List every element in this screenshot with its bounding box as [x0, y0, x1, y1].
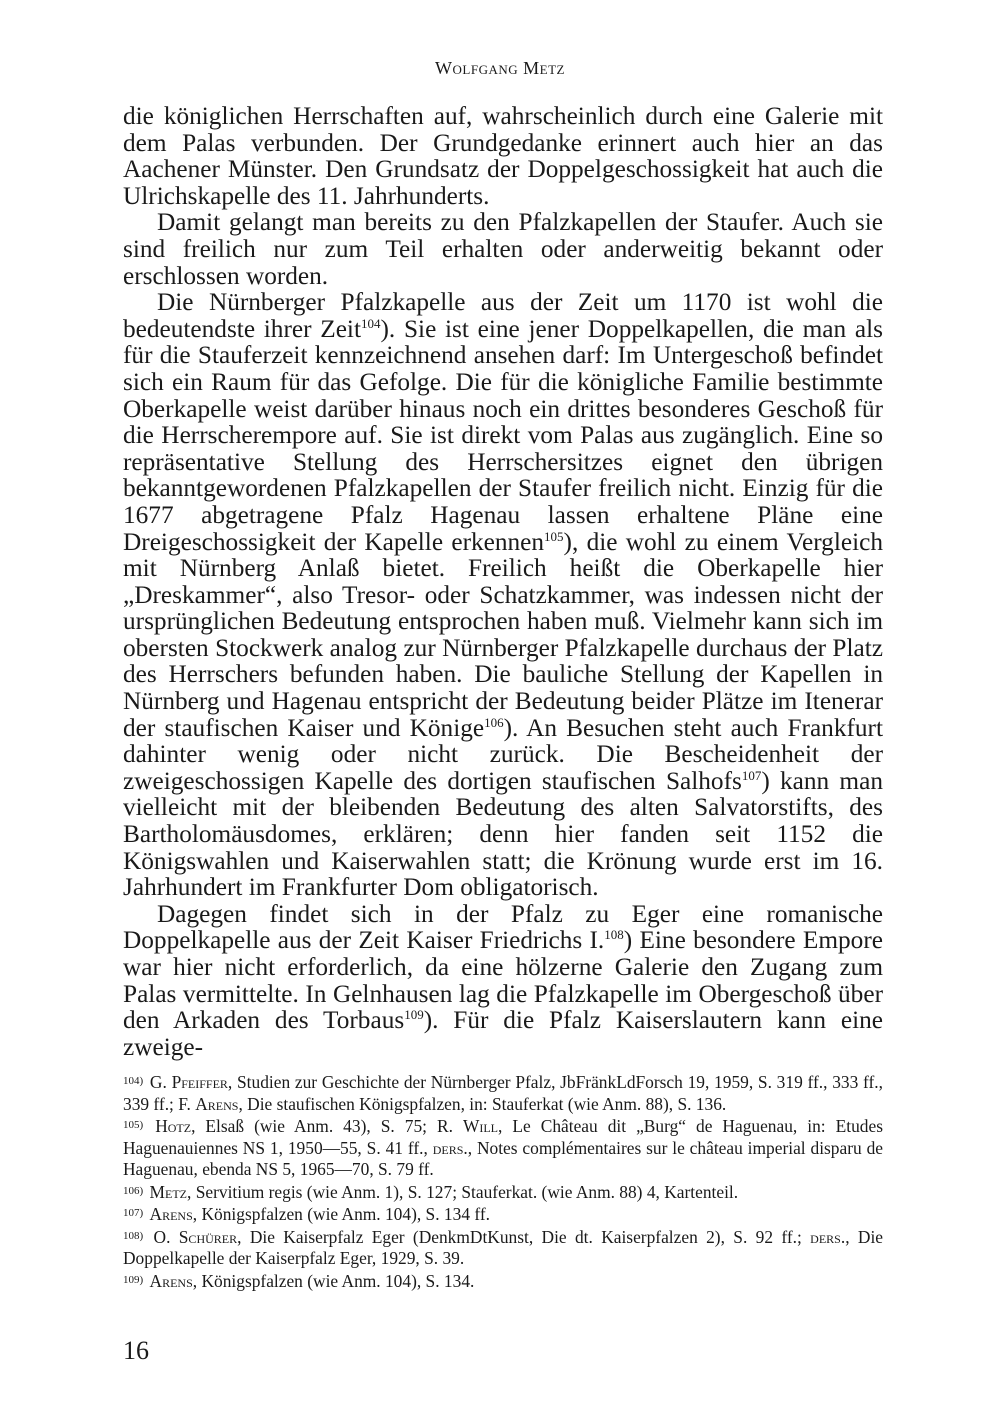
footnote-text: , Königspfalzen (wie Anm. 104), S. 134.: [192, 1270, 475, 1291]
footnote-text: [145, 1116, 155, 1136]
paragraph-4-text-a: Dagegen findet sich in der Pfalz zu Eger eine romanische Doppelkapelle aus der Zeit Kaiser Friedrichs I.: [123, 899, 883, 955]
paragraph-4-text-c: ). Für die Pfalz Kaiserslautern kann eine zweige-: [123, 1006, 883, 1061]
footnote-text: , Die Kaiserpfalz Eger (DenkmDtKunst, Die dt. Kaiserpfalzen 2), S. 92 ff.;: [237, 1226, 811, 1247]
footnote-number: 105): [123, 1119, 144, 1131]
paragraph-3-text-d: ). An Besuchen steht auch Frankfurt dahinter wenig oder nicht zurück. Die Bescheidenheit der zweigeschossigen Kapelle des dortigen staufischen Salhofs: [123, 713, 883, 795]
author-name: Arens: [195, 1093, 239, 1114]
paragraph-3-text-a: Die Nürnberger Pfalzkapelle aus der Zeit um 1170 ist wohl die bedeutendste ihrer Zeit: [123, 288, 883, 343]
paragraph-3-text-b: ). Sie ist eine jener Doppelkapellen, die man als für die Stauferzeit kennzeichnend ansehen darf: Im Untergeschoß befindet sich ein Raum für das Gefolge. Die für die königliche Familie bestimmte Oberkapelle weist darüber hinaus noch ein drittes besonderes Geschoß für die Herrscherempore auf. Sie ist direkt vom Palas aus zugänglich. Eine so repräsentative Stellung des Herrschersitzes eignet den übrigen bekanntgewordenen Pfalzkapellen der Staufer freilich nicht. Einzig für die 1677 abgetragene Pfalz Hagenau lassen erhaltene Pläne eine Dreigeschossigkeit der Kapelle erkennen: [123, 314, 883, 556]
paragraph-4: [123, 901, 883, 1061]
footnote-text: , Königspfalzen (wie Anm. 104), S. 134 ff.: [192, 1204, 490, 1224]
author-name: Schürer: [178, 1226, 238, 1247]
footnotes: [123, 1071, 883, 1292]
footnote-number: 108): [123, 1229, 144, 1242]
footnote-number: 109): [123, 1273, 144, 1286]
footnote-ref-109[interactable]: 109: [404, 1007, 424, 1023]
footnote-number: 104): [123, 1075, 144, 1087]
footnote-ref-108[interactable]: 108: [604, 927, 624, 943]
author-name: Arens: [149, 1204, 193, 1224]
page-number: 16: [123, 1336, 149, 1365]
author-name: Hotz: [155, 1116, 192, 1136]
footnote-109: [123, 1270, 883, 1293]
footnote-text: , Elsaß (wie Anm. 43), S. 75; R.: [191, 1116, 463, 1136]
author-name: Metz: [149, 1181, 187, 1202]
footnote-105: [123, 1115, 883, 1181]
footnote-number: 107): [123, 1207, 144, 1219]
author-name: ders.: [432, 1137, 468, 1158]
footnote-text: , Die Doppelkapelle der Kaiserpfalz Eger, 1929, S. 39.: [123, 1226, 884, 1268]
footnote-text: G.: [145, 1072, 172, 1092]
footnote-text: , Servitium regis (wie Anm. 1), S. 127; Stauferkat. (wie Anm. 88) 4, Kartenteil.: [187, 1181, 739, 1202]
footnote-number: 106): [123, 1184, 144, 1197]
author-name: Will: [462, 1116, 499, 1136]
footnote-106: [123, 1181, 883, 1204]
footnote-ref-107[interactable]: 107: [741, 767, 762, 783]
running-head: Wolfgang Metz: [435, 58, 565, 78]
footnote-text: , Die staufischen Königspfalzen, in: Stauferkat (wie Anm. 88), S. 136.: [238, 1093, 727, 1114]
footnote-107: [123, 1203, 883, 1226]
paragraph-1: die königlichen Herrschaften auf, wahrscheinlich durch eine Galerie mit dem Palas verbunden. Der Grundgedanke erinnert auch hier an das Aachener Münster. Den Grundsatz der Doppelgeschossigkeit hat auch die Ulrichskapelle des 11. Jahrhunderts.: [123, 102, 883, 210]
paragraph-3: [123, 289, 883, 901]
footnote-text: O.: [145, 1226, 179, 1247]
author-name: Arens: [149, 1270, 193, 1291]
footnote-text: , Studien zur Geschichte der Nürnberger Pfalz, JbFränkLdForsch 19, 1959, S. 319 ff., 333 ff., 339 ff.; F.: [123, 1072, 883, 1114]
paragraph-3-text-e: ) kann man vielleicht mit der bleibenden Bedeutung des alten Salvatorstifts, des Bartholomäusdomes, erklären; denn hier fanden seit 1152 die Königswahlen und Kaiserwahlen statt; die Krönung wurde erst im 16. Jahrhundert im Frankfurter Dom obligatorisch.: [123, 766, 883, 902]
author-name: ders.: [810, 1226, 846, 1247]
footnote-text: , Le Château dit „Burg“ de Haguenau, in: Etudes Haguenauiennes NS 1, 1950—55, S. 41 ff.,: [123, 1116, 883, 1158]
author-name: Pfeiffer: [171, 1072, 228, 1092]
footnote-ref-106[interactable]: 106: [484, 714, 504, 730]
paragraph-2: Damit gelangt man bereits zu den Pfalzkapellen der Staufer. Auch sie sind freilich nur zum Teil erhalten oder anderweitig bekannt oder erschlossen worden.: [123, 208, 883, 290]
footnote-108: [123, 1226, 883, 1270]
paragraph-3-text-c: ), die wohl zu einem Vergleich mit Nürnberg Anlaß bietet. Freilich heißt die Oberkapelle hier „Dreskammer“, also Tresor- oder Schatzkammer, was indessen nicht der ursprünglichen Bedeutung entsprochen haben muß. Vielmehr kann sich im obersten Stockwerk analog zur Nürnberger Pfalzkapelle durchaus der Platz des Herrschers befunden haben. Die bauliche Stellung der Kapellen in Nürnberg und Hagenau entspricht der Bedeutung beider Plätze im Itenerar der staufischen Kaiser und Könige: [123, 527, 883, 742]
footnote-ref-104[interactable]: 104: [361, 315, 381, 331]
main-text: [123, 103, 883, 1060]
footnote-104: [123, 1071, 883, 1115]
paragraph-4-text-b: ) Eine besondere Empore war hier nicht erforderlich, da eine hölzerne Galerie den Zugang zum Palas vermittelte. In Gelnhausen lag die Pfalzkapelle im Obergeschoß über den Arkaden des Torbaus: [123, 926, 883, 1035]
footnote-ref-105[interactable]: 105: [544, 528, 564, 544]
footnote-text: , Notes complémentaires sur le château imperial disparu de Haguenau, ebenda NS 5, 1965—70, S. 79 ff.: [123, 1137, 883, 1179]
